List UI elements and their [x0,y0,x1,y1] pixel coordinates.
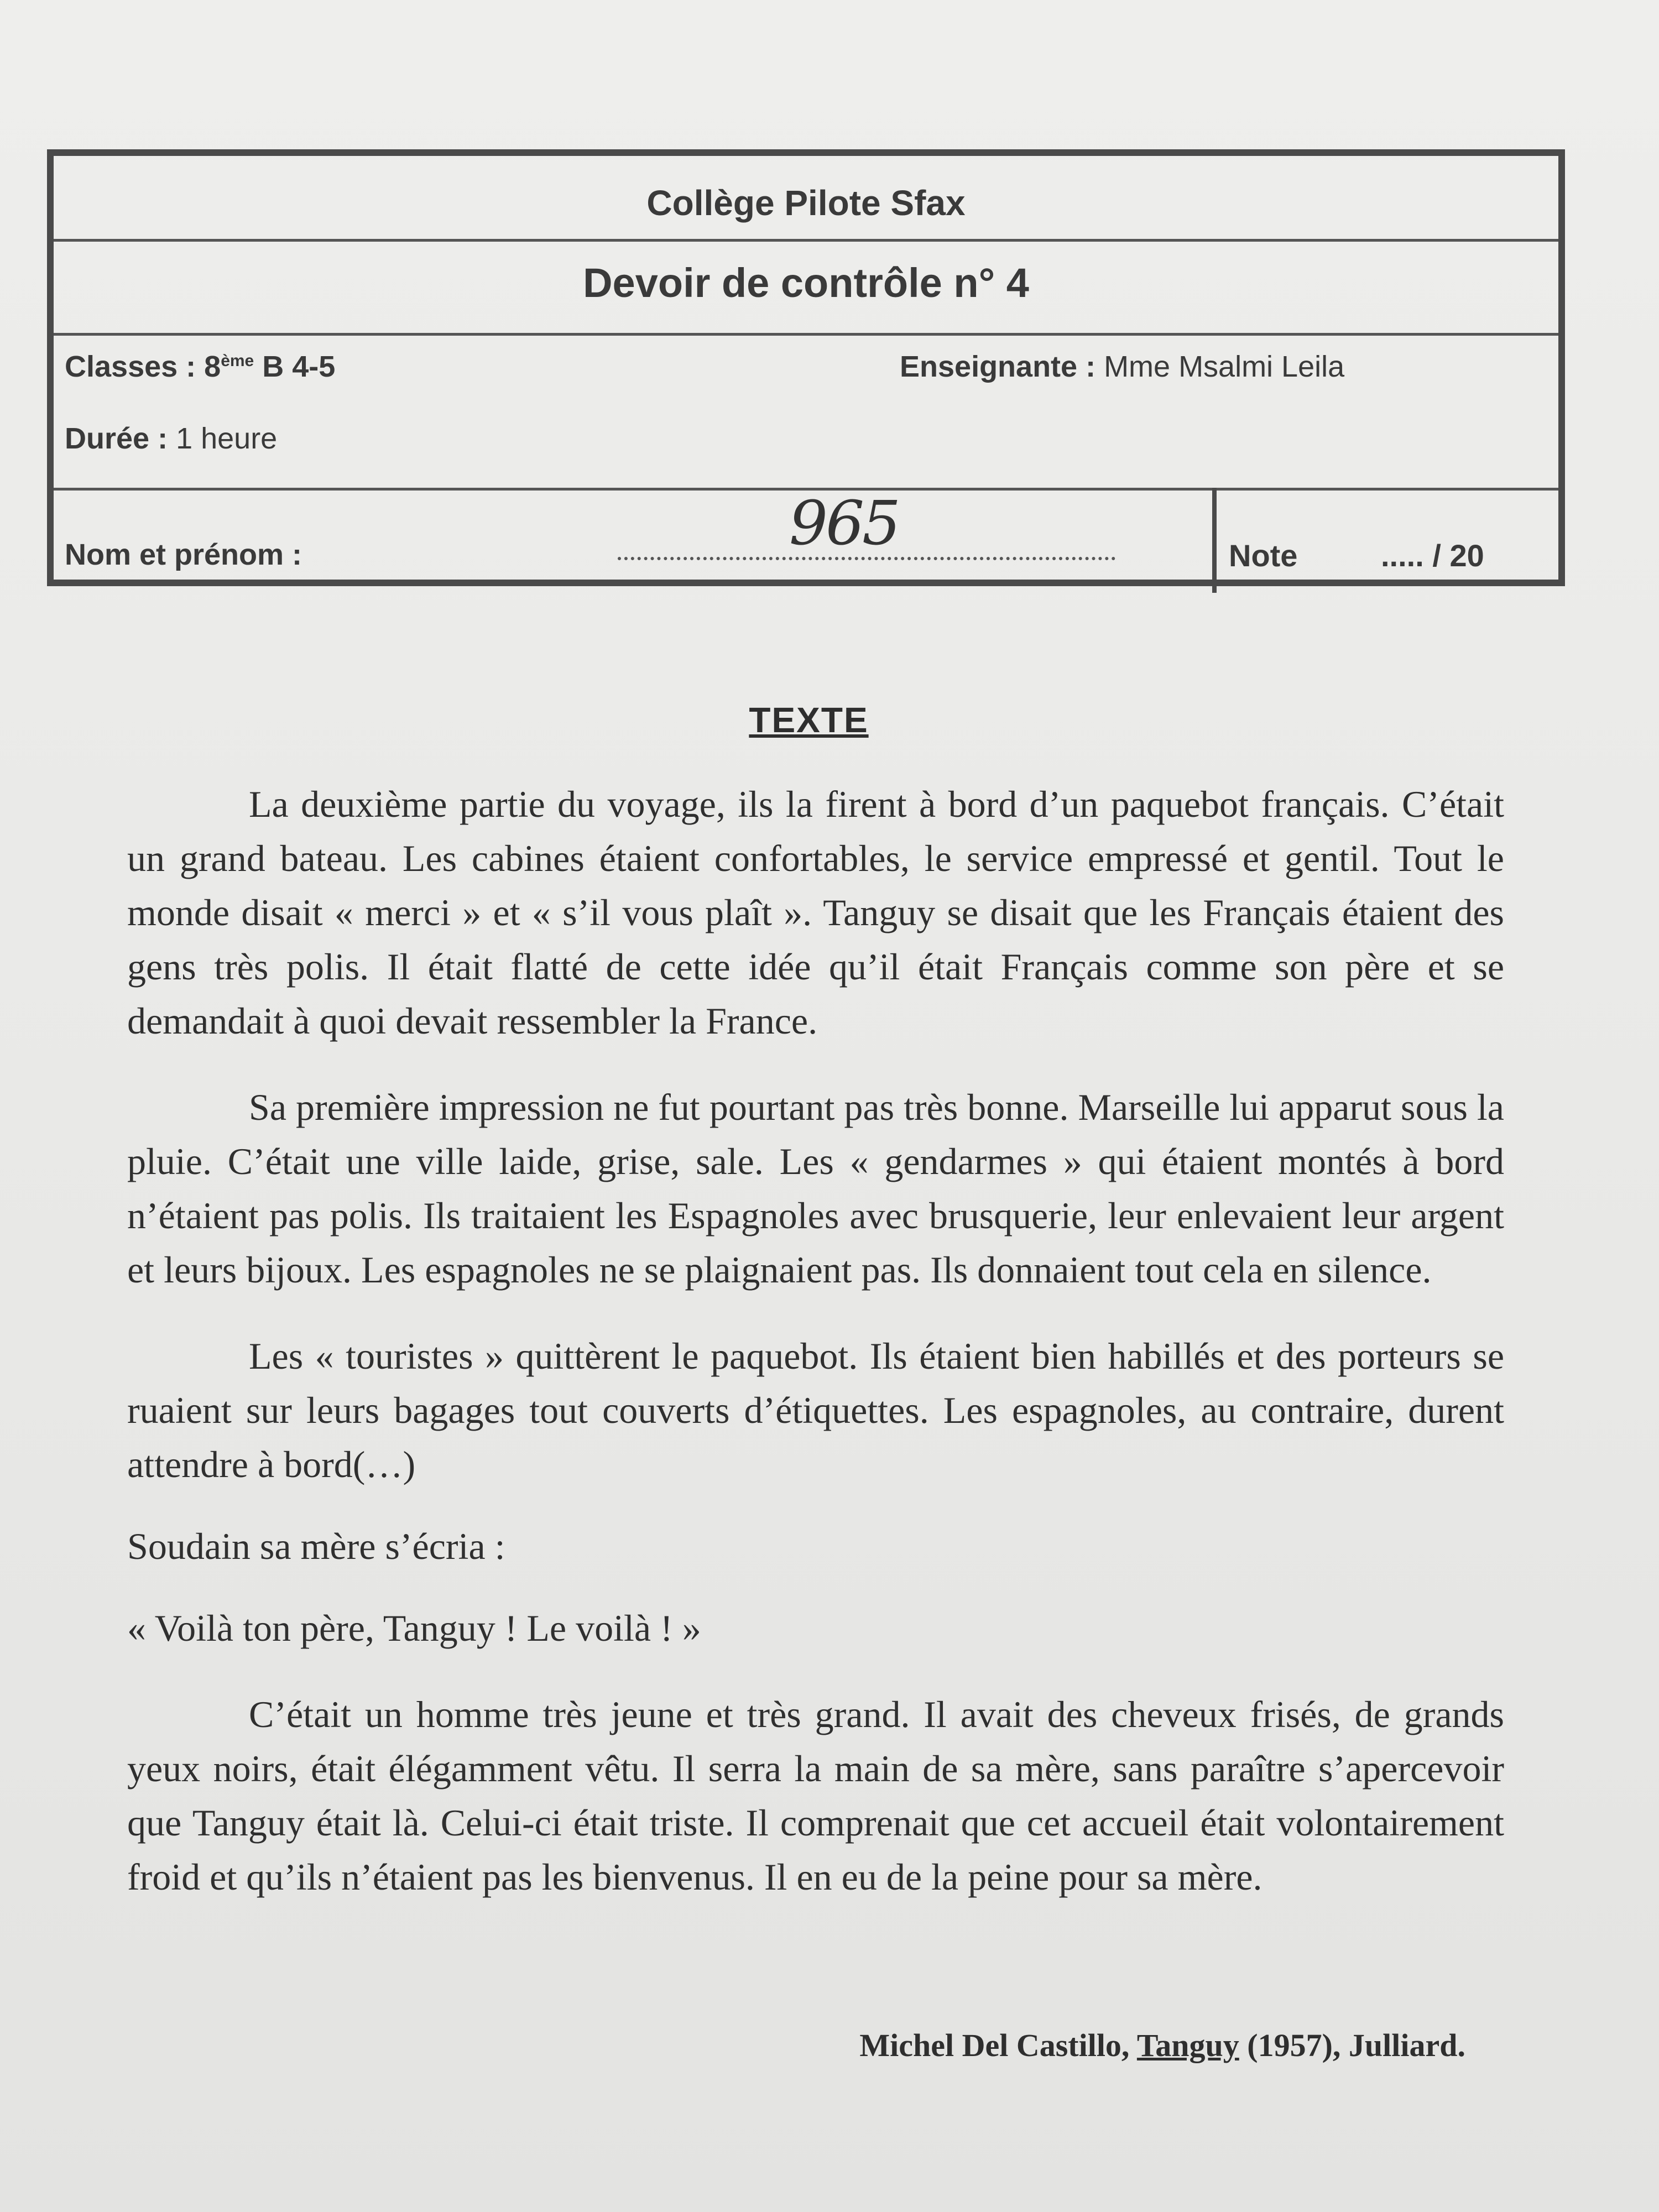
note-label: Note [1229,538,1298,573]
teacher-field: Enseignante : Mme Msalmi Leila [900,350,1345,383]
duration-field: Durée : 1 heure [65,422,278,455]
paragraph: Soudain sa mère s’écria : [127,1525,505,1567]
classes-field: Classes : 8ème B 4-5 [65,350,336,383]
paragraph: Les « touristes » quittèrent le paquebot. Ils étaient bien habillés et des porteurs se ruaient sur leurs bagages tout couverts d’étiquettes. Les espagnoles, au contraire, durent attendre à bord(…) [127,1335,1504,1485]
exam-title: Devoir de contrôle n° 4 [583,260,1029,306]
note-divider [1212,488,1217,593]
paragraph: La deuxième partie du voyage, ils la firent à bord d’un paquebot français. C’était un grand bateau. Les cabines étaient confortables, le service empressé et gentil. Tout le monde disait « merci » et « s’il vous plaît ». Tanguy se disait que les Français étaient des gens très polis. Il était flatté de cette idée qu’il était Français comme son père et se demandait à quoi devait ressembler la France. [127,783,1504,1042]
name-field-label: Nom et prénom : [65,538,302,571]
exam-header-box [47,149,1565,586]
paragraph: C’était un homme très jeune et très grand. Il avait des cheveux frisés, de grands yeux noirs, était élégamment vêtu. Il serra la main de sa mère, sans paraître s’apercevoir que Tanguy était là. Celui-ci était triste. Il comprenait que cet accueil était volontairement froid et qu’ils n’étaient pas les bienvenus. Il en eu de la peine pour sa mère. [127,1693,1504,1898]
header-divider [54,333,1558,336]
school-name: Collège Pilote Sfax [646,183,966,223]
quote-line: « Voilà ton père, Tanguy ! Le voilà ! » [127,1607,701,1649]
source-attribution: Michel Del Castillo, Tanguy (1957), Julliard. [859,2027,1465,2063]
text-body [127,777,1504,1904]
paragraph: Sa première impression ne fut pourtant pas très bonne. Marseille lui apparut sous la pluie. C’était une ville laide, grise, sale. Les « gendarmes » qui étaient montés à bord n’étaient pas polis. Ils traitaient les Espagnoles avec brusquerie, leur enlevaient leur argent et leurs bijoux. Les espagnoles ne se plaignaient pas. Ils donnaient tout cela en silence. [127,1086,1504,1291]
header-divider [54,239,1558,242]
note-score: ..... / 20 [1381,538,1484,573]
text-title: TEXTE [749,700,869,740]
handwritten-mark: 965 [789,488,899,559]
work-title: Tanguy [1136,2027,1239,2063]
